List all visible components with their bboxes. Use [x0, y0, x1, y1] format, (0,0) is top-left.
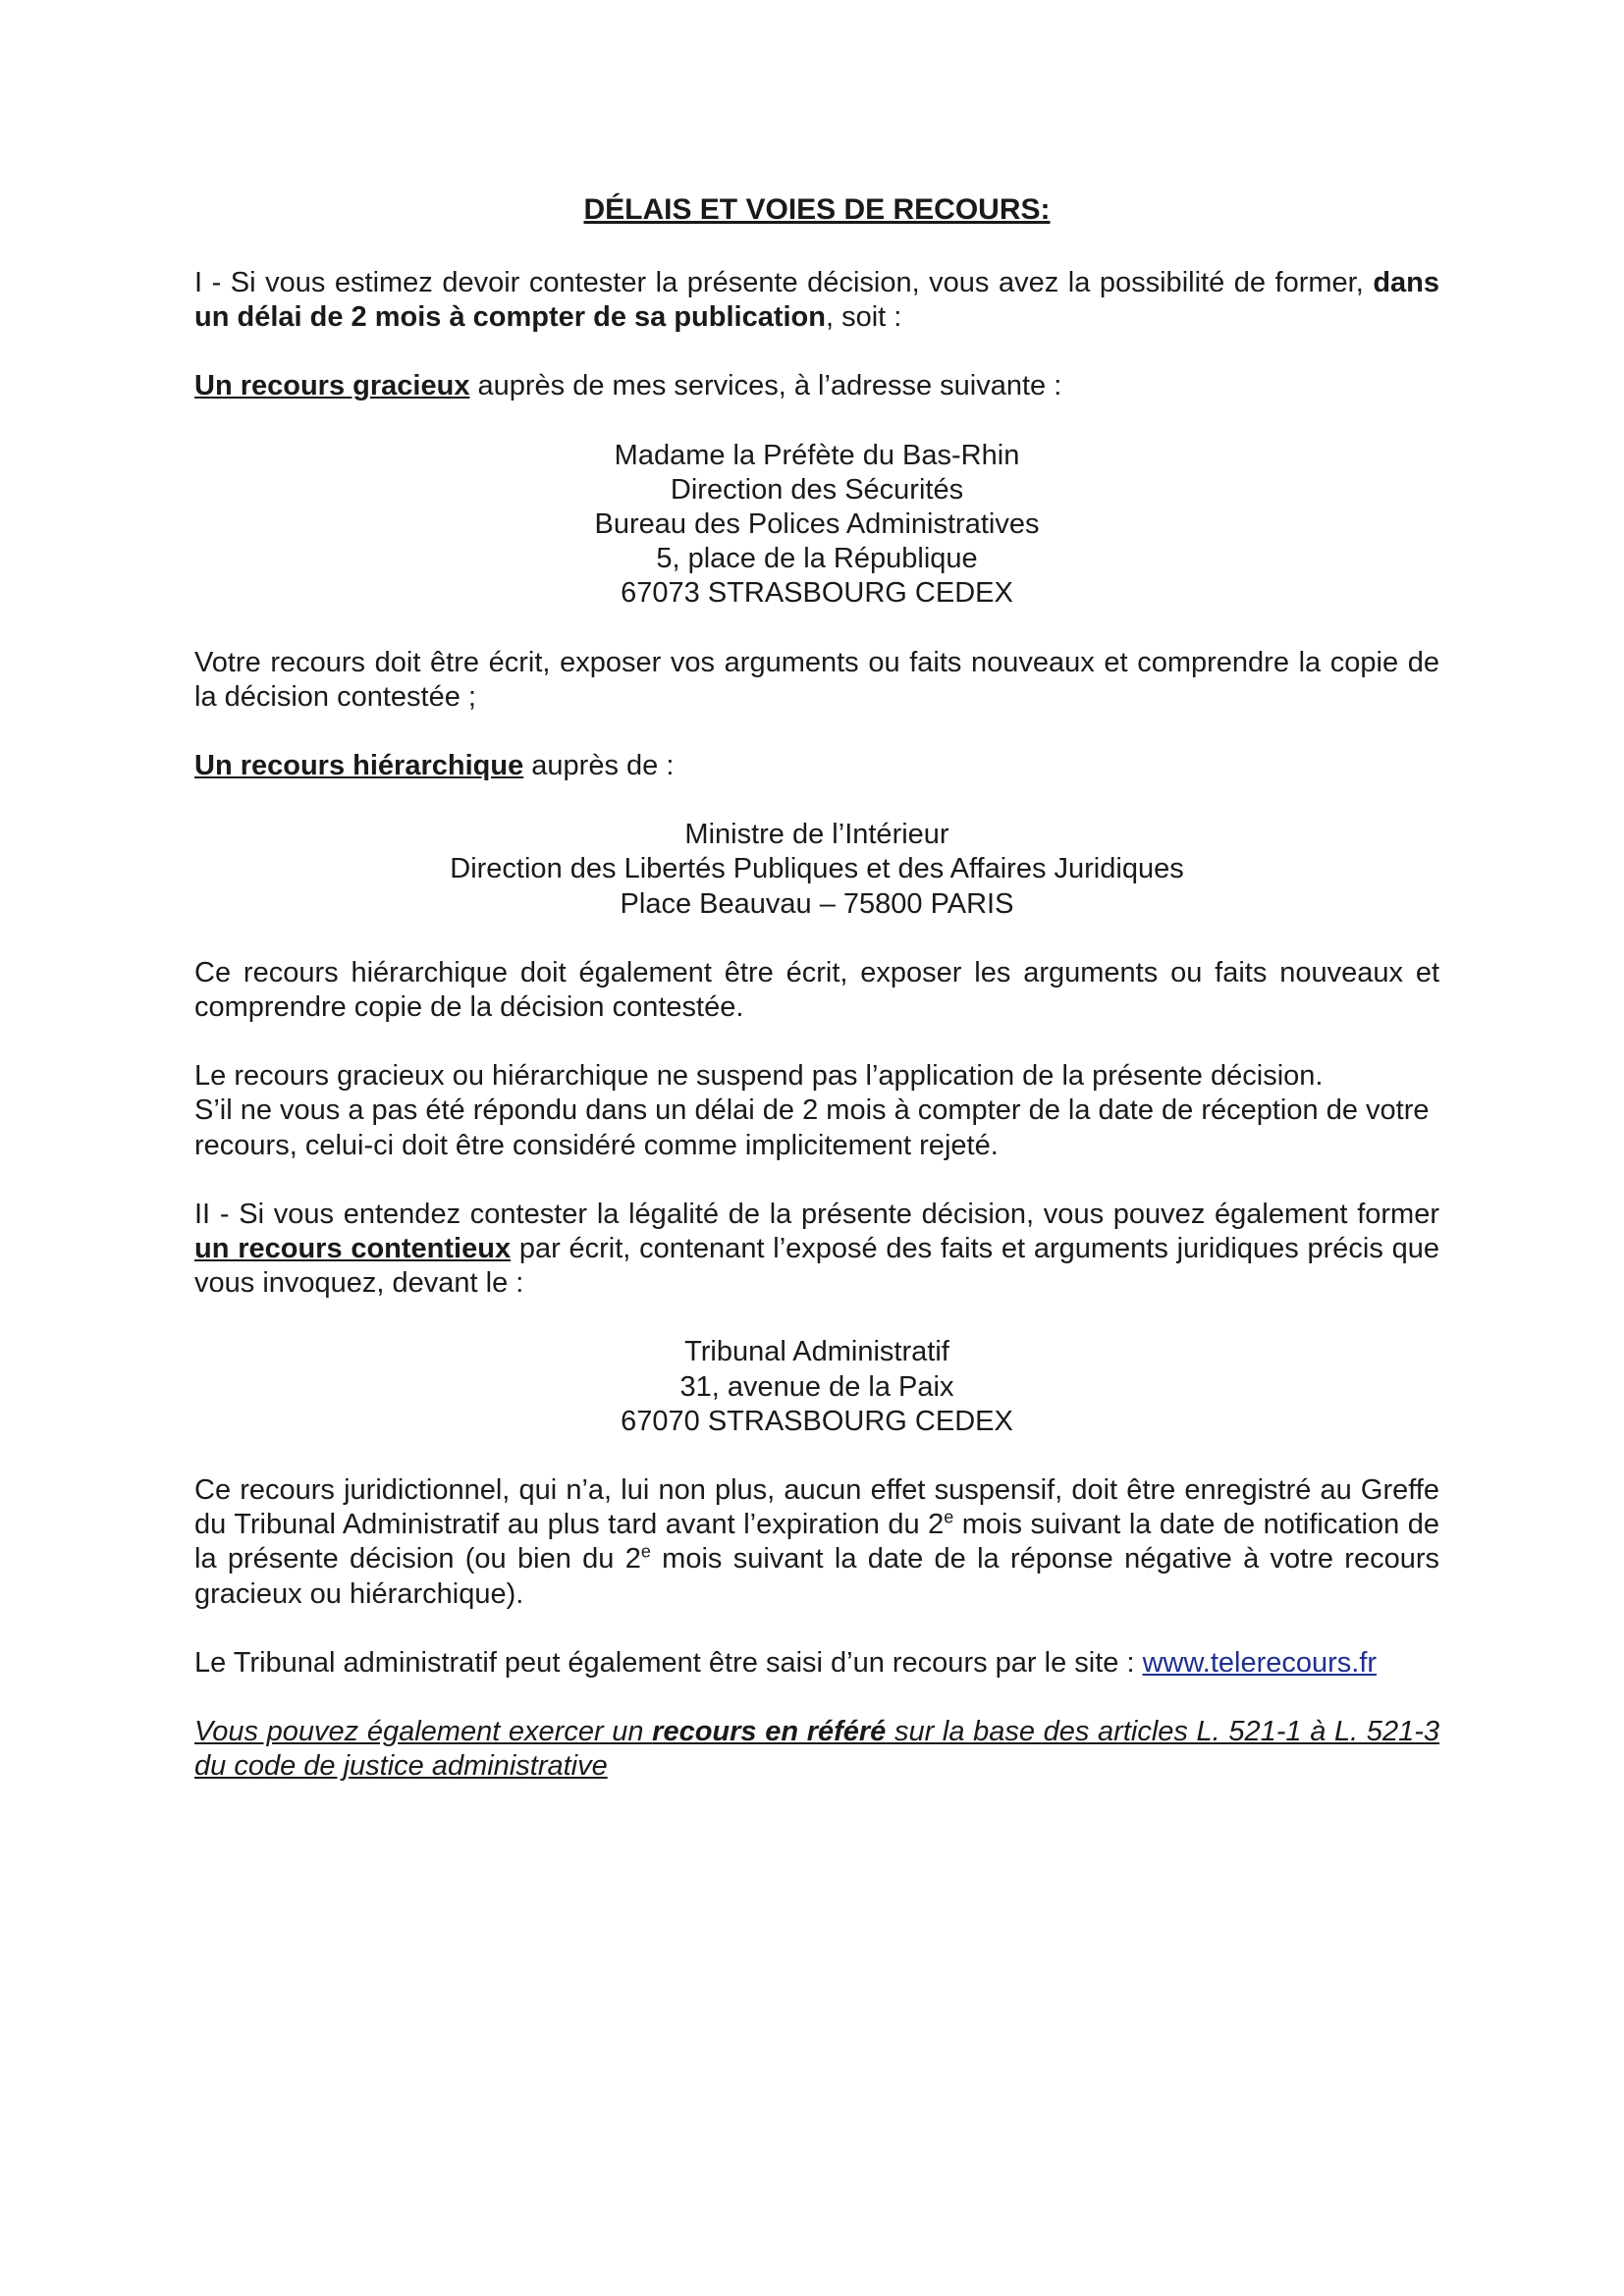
address-line: Place Beauvau – 75800 PARIS	[620, 887, 1014, 920]
telerecours-link[interactable]: www.telerecours.fr	[1142, 1646, 1378, 1679]
contentieux-paragraph	[194, 1198, 1439, 1302]
contentieux-text-b: par écrit, contenant l’exposé des faits et arguments juridiques précis que vous invoquez, devant le :	[194, 1233, 1439, 1300]
address-line: 5, place de la République	[656, 543, 978, 575]
address-line: Ministre de l’Intérieur	[684, 819, 949, 851]
intro-paragraph	[194, 266, 1439, 335]
intro-text-b: , soit :	[825, 301, 902, 334]
gracieux-label: Un recours gracieux	[194, 370, 470, 402]
address-line: 31, avenue de la Paix	[679, 1370, 954, 1403]
suspend-paragraph	[194, 1059, 1439, 1163]
intro-text-a: I - Si vous estimez devoir contester la présente décision, vous avez la possibilité de former,	[194, 267, 1374, 298]
juridictionnel-text-b: mois suivant la date de notification de la présente décision (ou bien du 2	[194, 1509, 1439, 1575]
page-title: DÉLAIS ET VOIES DE RECOURS:	[583, 193, 1051, 226]
hierarchique-label: Un recours hiérarchique	[194, 750, 524, 782]
contentieux-text-a: II - Si vous entendez contester la légalité de la présente décision, vous pouvez également former	[194, 1198, 1439, 1230]
gracieux-heading	[194, 369, 1439, 403]
gracieux-rest: auprès de mes services, à l’adresse suivante :	[469, 370, 1062, 402]
refere-text-a: Vous pouvez également exercer un	[194, 1716, 653, 1748]
refere-text-b: sur la base des articles L. 521-1 à L. 521-3 du code de justice administrative	[194, 1716, 1439, 1783]
address-line: 67073 STRASBOURG CEDEX	[621, 577, 1013, 610]
refere-bold: recours en référé	[652, 1716, 887, 1748]
address-line: Direction des Sécurités	[670, 473, 964, 506]
gracieux-note: Votre recours doit être écrit, exposer vos arguments ou faits nouveaux et comprendre la copie de la décision contestée ;	[194, 646, 1439, 713]
telerecours-text: Le Tribunal administratif peut également être saisi d’un recours par le site :	[194, 1646, 1143, 1679]
hierarchique-address	[194, 818, 1439, 922]
juridictionnel-text-a: Ce recours juridictionnel, qui n’a, lui non plus, aucun effet suspensif, doit être enregistré au Greffe du Tribunal Administratif au plus tard avant l’expiration du 2	[194, 1474, 1439, 1541]
superscript: e	[944, 1507, 954, 1527]
address-line: Bureau des Polices Administratives	[594, 508, 1040, 541]
address-line: Direction des Libertés Publiques et des Affaires Juridiques	[450, 853, 1184, 885]
refere-paragraph	[194, 1715, 1439, 1784]
address-line: Madame la Préfète du Bas-Rhin	[614, 439, 1020, 471]
hierarchique-note: Ce recours hiérarchique doit également être écrit, exposer les arguments ou faits nouveaux et comprendre copie de la décision contestée.	[194, 956, 1439, 1024]
address-line: 67070 STRASBOURG CEDEX	[621, 1405, 1013, 1437]
juridictionnel-paragraph	[194, 1473, 1439, 1612]
intro-deadline: dans un délai de 2 mois à compter de sa publication	[194, 267, 1439, 334]
suspend-line-1: Le recours gracieux ou hiérarchique ne suspend pas l’application de la présente décision.	[194, 1060, 1324, 1093]
juridictionnel-text-c: mois suivant la date de la réponse négative à votre recours gracieux ou hiérarchique).	[194, 1543, 1439, 1610]
superscript: e	[640, 1541, 651, 1562]
suspend-line-2: S’il ne vous a pas été répondu dans un délai de 2 mois à compter de la date de réception de votre recours, celui-ci doit être considéré comme implicitement rejeté.	[194, 1095, 1430, 1161]
contentieux-label: un recours contentieux	[194, 1233, 512, 1265]
document-page	[194, 191, 1439, 1785]
telerecours-paragraph	[194, 1646, 1439, 1681]
address-line: Tribunal Administratif	[684, 1336, 949, 1368]
hierarchique-heading	[194, 749, 1439, 783]
hierarchique-rest: auprès de :	[523, 750, 675, 782]
tribunal-address	[194, 1335, 1439, 1439]
gracieux-address	[194, 439, 1439, 612]
